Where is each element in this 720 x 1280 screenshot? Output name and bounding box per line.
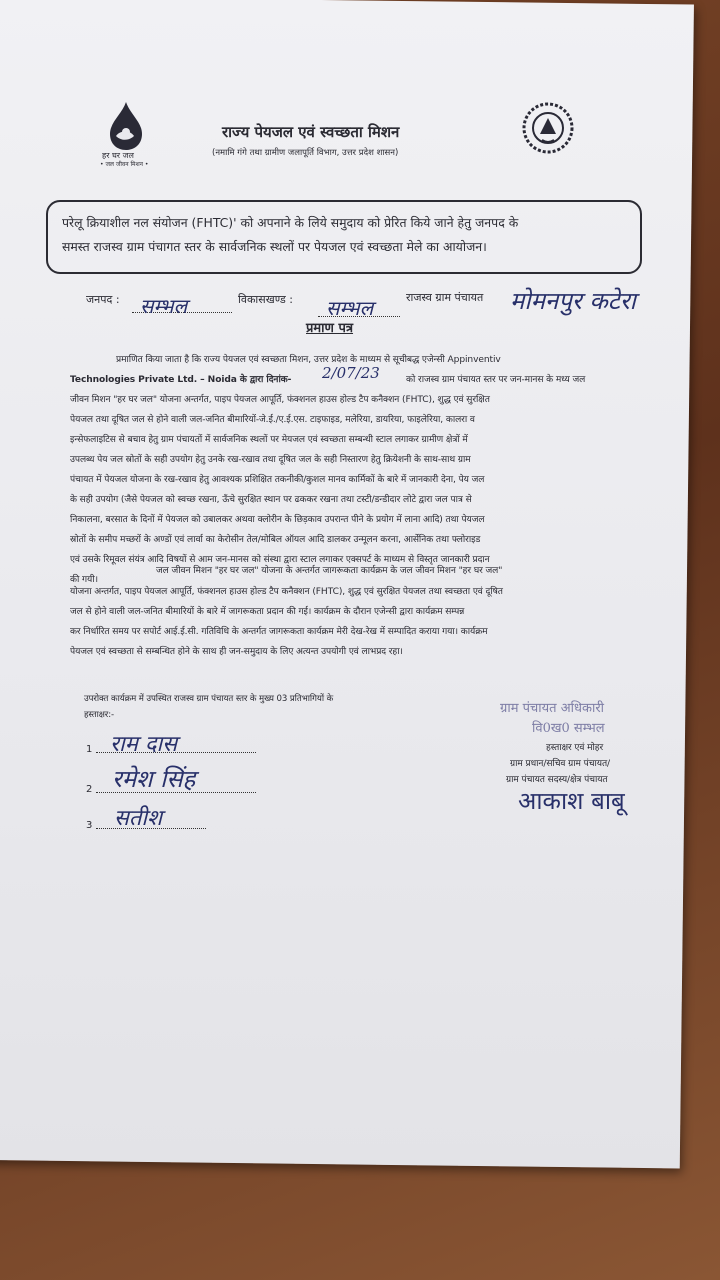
header-subtitle: (नमामि गंगे तथा ग्रामीण जलापूर्ति विभाग, उत्तर प्रदेश शासन) (212, 148, 399, 158)
official-line-1: हस्ताक्षर एवं मोहर (546, 743, 604, 753)
participant-1-number: 1 (86, 744, 93, 755)
para1-line-3: जीवन मिशन "हर घर जल" योजना अन्तर्गत, पाइप पेयजल आपूर्ति, फंक्शनल हाउस होल्ड टैप कनैक्शन (FHTC), शुद्ध एवं सुरक्षित (70, 395, 490, 405)
para2-line-2: योजना अन्तर्गत, पाइप पेयजल आपूर्ति, फंक्शनल हाउस होल्ड टैप कनैक्शन (FHTC), शुद्ध एवं सुरक्षित पेयजल तथा स्वच्छता एवं दूषित (70, 587, 503, 597)
certificate-title: प्रमाण पत्र (306, 321, 354, 336)
para1-line-7: पंचायत में पेयजल योजना के रख-रखाव हेतु आवश्यक प्रशिक्षित तकनीकी/कुशल मानव कार्मिकों के बारे में जानकारी देना, पेय जल (70, 475, 485, 485)
official-signature: आकाश बाबू (518, 787, 625, 815)
logo-subcaption: • जल जीवन मिशन • (100, 161, 149, 168)
handwritten-date: 2/07/23 (322, 364, 380, 382)
para1-line-2b: को राजस्व ग्राम पंचायत स्तर पर जन-मानस के मध्य जल (406, 375, 586, 385)
har-ghar-jal-logo (100, 100, 156, 170)
banner-line-1: परेलू क्रियाशील नल संयोजन (FHTC)' को अपनाने के लिये समुदाय को प्रेरित किये जाने हेतु जनपद के (62, 215, 519, 230)
para1-line-9: निकालना, बरसात के दिनों में पेयजल को उबालकर अथवा क्लोरीन के छिड़काव उपरान्त पीने के प्रयोग में लाना आदि) तथा पेयजल (70, 515, 485, 525)
official-line-3: ग्राम पंचायत सदस्य/क्षेत्र पंचायत (506, 775, 608, 785)
emblem-icon (520, 100, 576, 160)
signatures-intro: उपरोक्त कार्यक्रम में उपस्थित राजस्व ग्राम पंचायत स्तर के मुख्य 03 प्रतिभागियों के (84, 694, 334, 704)
village-value: मोमनपुर कटेरा (510, 287, 636, 315)
up-government-emblem (520, 100, 576, 160)
event-banner (46, 200, 642, 274)
para1-line-4: पेयजल तथा दूषित जल से होने वाली जल-जनित बीमारियों-जे.ई./ए.ई.एस. टाइफाइड, मलेरिया, डायरिया, फाइलेरिया, कालरा व (70, 415, 475, 425)
participant-3-number: 3 (86, 820, 93, 831)
stamp-line-2: वि0ख0 सम्भल (532, 721, 605, 736)
district-label: जनपद : (86, 293, 120, 306)
block-value: सम्भल (326, 296, 374, 320)
stamp-line-1: ग्राम पंचायत अधिकारी (500, 701, 605, 716)
para1-line-6: उपलब्ध पेय जल स्रोतों के सही उपयोग हेतु उनके रख-रखाव तथा दूषित जल के सही निस्तारण हेतु क्रियेशनी के साथ-साथ ग्राम (70, 455, 471, 465)
para1-line-12: की गयी। (70, 575, 98, 585)
para2-line-4: कर निर्धारित समय पर सपोर्ट आई.ई.सी. गतिविधि के अन्तर्गत जागरूकता कार्यक्रम मेरी देख-रेख में सम्पादित कराया गया। कार्यक्रम (70, 627, 488, 637)
participant-2-number: 2 (86, 784, 93, 795)
logo-caption: हर घर जल (102, 151, 134, 160)
banner-line-2: समस्त राजस्व ग्राम पंचागत स्तर के सार्वजनिक स्थलों पर पेयजल एवं स्वच्छता मेले का आयोजन। (62, 239, 487, 254)
para1-line-1: प्रमाणित किया जाता है कि राज्य पेयजल एवं स्वच्छता मिशन, उत्तर प्रदेश के माध्यम से सूचीबद्ध एजेन्सी Appinventiv (116, 355, 501, 365)
para2-line-5: पेयजल एवं स्वच्छता से सम्बन्धित होने के साथ ही जन-समुदाय के लिए अत्यन्त उपयोगी एवं लाभप्रद रहा। (70, 647, 403, 657)
para1-line-2a: Technologies Private Ltd. – Noida के द्वारा दिनांक- (70, 375, 292, 385)
block-label: विकासखण्ड : (238, 293, 294, 306)
header-title: राज्य पेयजल एवं स्वच्छता मिशन (222, 123, 400, 141)
signatures-intro-2: हस्ताक्षर:- (84, 710, 115, 720)
para1-line-11: एवं उसके रिमूवल संयंत्र आदि विषयों से आम जन-मानस को संस्था द्वारा स्टाल लगाकर एक्सपर्ट के माध्यम से विस्तृत जानकारी प्रदान (70, 555, 490, 565)
para1-line-5: इन्सेफलाइटिस से बचाव हेतु ग्राम पंचायतों में सार्वजनिक स्थलों पर मेयजल एवं स्वच्छता सम्बन्धी स्टाल लगाकर ग्रामीण क्षेत्रों में (70, 435, 468, 445)
para2-line-1: जल जीवन मिशन "हर घर जल" योजना के अन्तर्गत जागरूकता कार्यक्रम के जल जीवन मिशन "हर घर जल" (156, 566, 503, 576)
participant-1-signature: राम दास (110, 732, 178, 757)
official-line-2: ग्राम प्रधान/सचिव ग्राम पंचायत/ (510, 759, 610, 769)
participant-3-signature: सतीश (114, 806, 163, 831)
para1-line-8: के सही उपयोग (जैसे पेयजल को स्वच्छ रखना, ऊँचे सुरक्षित स्थान पर ढककर रखना तथा टस्टी/डन्डीदार लोटे द्वारा जल पात्र से (70, 495, 472, 505)
participant-2-signature: रमेश सिंह (112, 765, 196, 793)
para2-line-3: जल से होने वाली जल-जनित बीमारियों के बारे में जागरूकता प्रदान की गई। कार्यक्रम के दौरान एजेन्सी द्वारा कार्यक्रम सम्पन्न (70, 607, 465, 617)
para1-line-10: स्रोतों के समीप मच्छरों के अण्डों एवं लार्वा का केरोसीन तेल/मोबिल ऑयल आदि डालकर उन्मूलन करना, आर्सेनिक तथा फ्लोराइड (70, 535, 481, 545)
district-value: सम्भल (140, 294, 188, 318)
village-label: राजस्व ग्राम पंचायत (406, 291, 484, 304)
